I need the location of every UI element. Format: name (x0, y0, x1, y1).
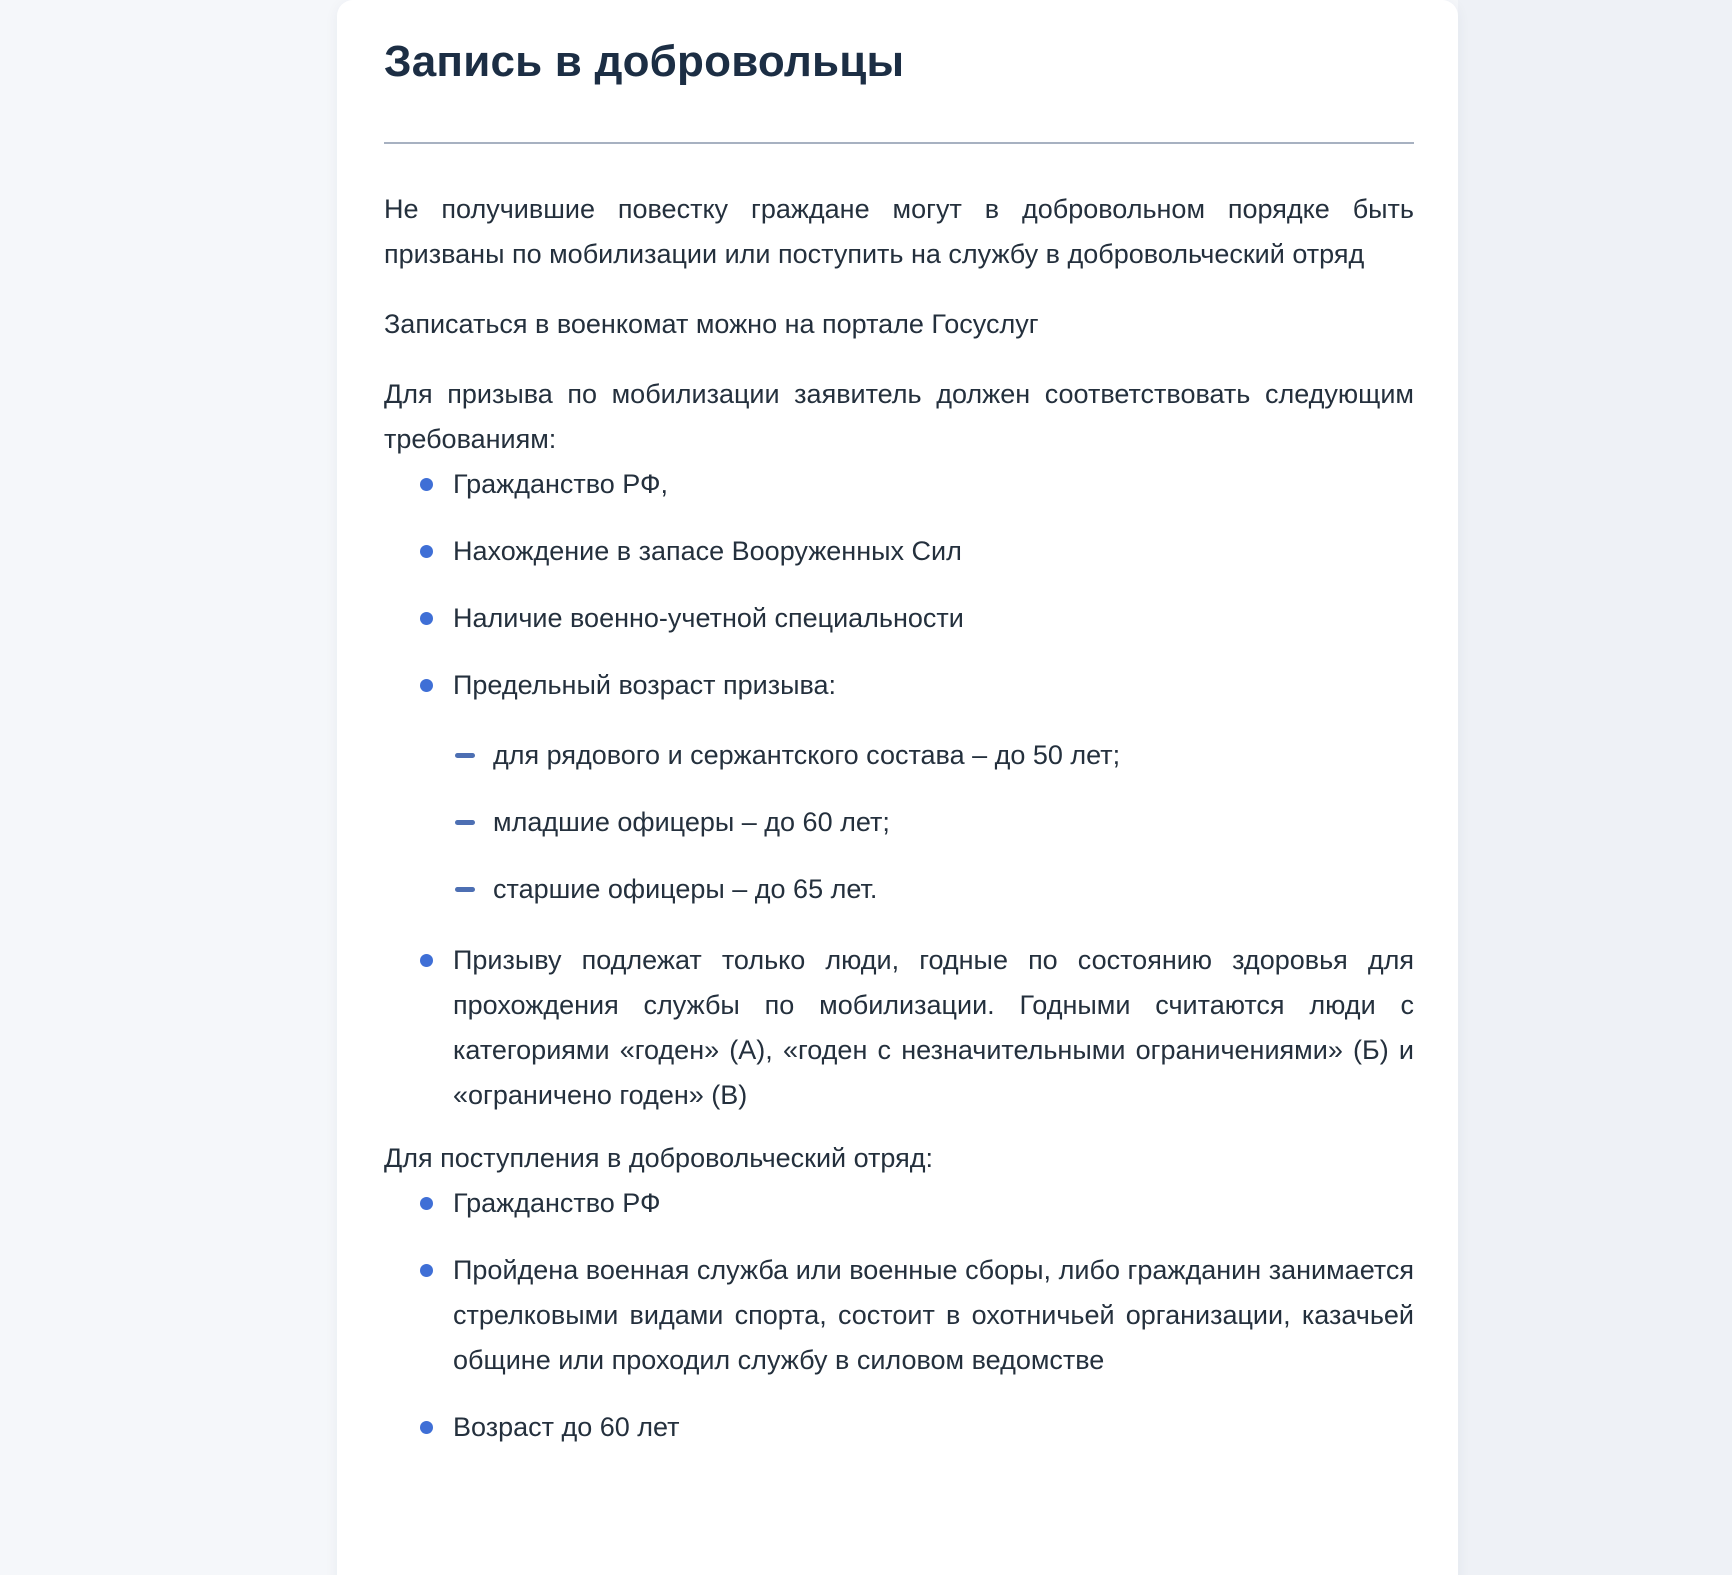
list-item-text: Нахождение в запасе Вооруженных Сил (453, 536, 962, 566)
dash-bullet-icon (455, 820, 475, 825)
bullet-icon (420, 478, 433, 491)
list-item (384, 462, 1414, 507)
mobilization-requirements-list (384, 462, 1414, 708)
title-divider (384, 142, 1414, 144)
bullet-icon (420, 954, 433, 967)
dash-bullet-icon (455, 753, 475, 758)
list-item-text: Призыву подлежат только люди, годные по состоянию здоровья для прохождения службы по мобилизации. Годными считаются люди с категориями «годен» (А), «годен с незначительными ограничениями» (Б) и «ограничено годен» (В) (453, 945, 1414, 1110)
list-item (384, 733, 1414, 778)
list-item (384, 1181, 1414, 1226)
list-item-text: Пройдена военная служба или военные сборы, либо гражданин занимается стрелковыми видами спорта, состоит в охотничьей организации, казачьей общине или проходил службу в силовом ведомстве (453, 1255, 1414, 1375)
enroll-paragraph: Записаться в военкомат можно на портале Госуслуг (384, 309, 1039, 339)
dash-bullet-icon (455, 887, 475, 892)
list-item (384, 867, 1414, 912)
list-item (384, 596, 1414, 641)
page-background-right (1458, 0, 1732, 1575)
list-item (384, 800, 1414, 845)
volunteer-requirements-list (384, 1181, 1414, 1450)
bullet-icon (420, 1197, 433, 1210)
list-item-text: Гражданство РФ, (453, 469, 669, 499)
list-item-text: младшие офицеры – до 60 лет; (493, 807, 890, 837)
list-item (384, 938, 1414, 1118)
list-item (384, 663, 1414, 708)
content-card (337, 0, 1458, 1575)
health-requirement-list (384, 938, 1414, 1118)
list-item-text: Наличие военно-учетной специальности (453, 603, 964, 633)
list-item (384, 1405, 1414, 1450)
age-limits-list (384, 733, 1414, 912)
list-item-text: Предельный возраст призыва: (453, 670, 837, 700)
volunteer-lead: Для поступления в добровольческий отряд: (384, 1143, 934, 1173)
list-item-text: Гражданство РФ (453, 1188, 661, 1218)
bullet-icon (420, 679, 433, 692)
list-item (384, 529, 1414, 574)
list-item-text: для рядового и сержантского состава – до 50 лет; (493, 740, 1121, 770)
list-item-text: старшие офицеры – до 65 лет. (493, 874, 878, 904)
list-item-text: Возраст до 60 лет (453, 1412, 680, 1442)
page-title: Запись в добровольцы (384, 37, 905, 86)
intro-paragraph: Не получившие повестку граждане могут в добровольном порядке быть призваны по мобилизации или поступить на службу в добровольческий отряд (384, 194, 1414, 269)
list-item (384, 1248, 1414, 1383)
bullet-icon (420, 1421, 433, 1434)
mobilization-lead: Для призыва по мобилизации заявитель должен соответствовать следующим требованиям: (384, 379, 1414, 454)
bullet-icon (420, 612, 433, 625)
bullet-icon (420, 545, 433, 558)
bullet-icon (420, 1264, 433, 1277)
